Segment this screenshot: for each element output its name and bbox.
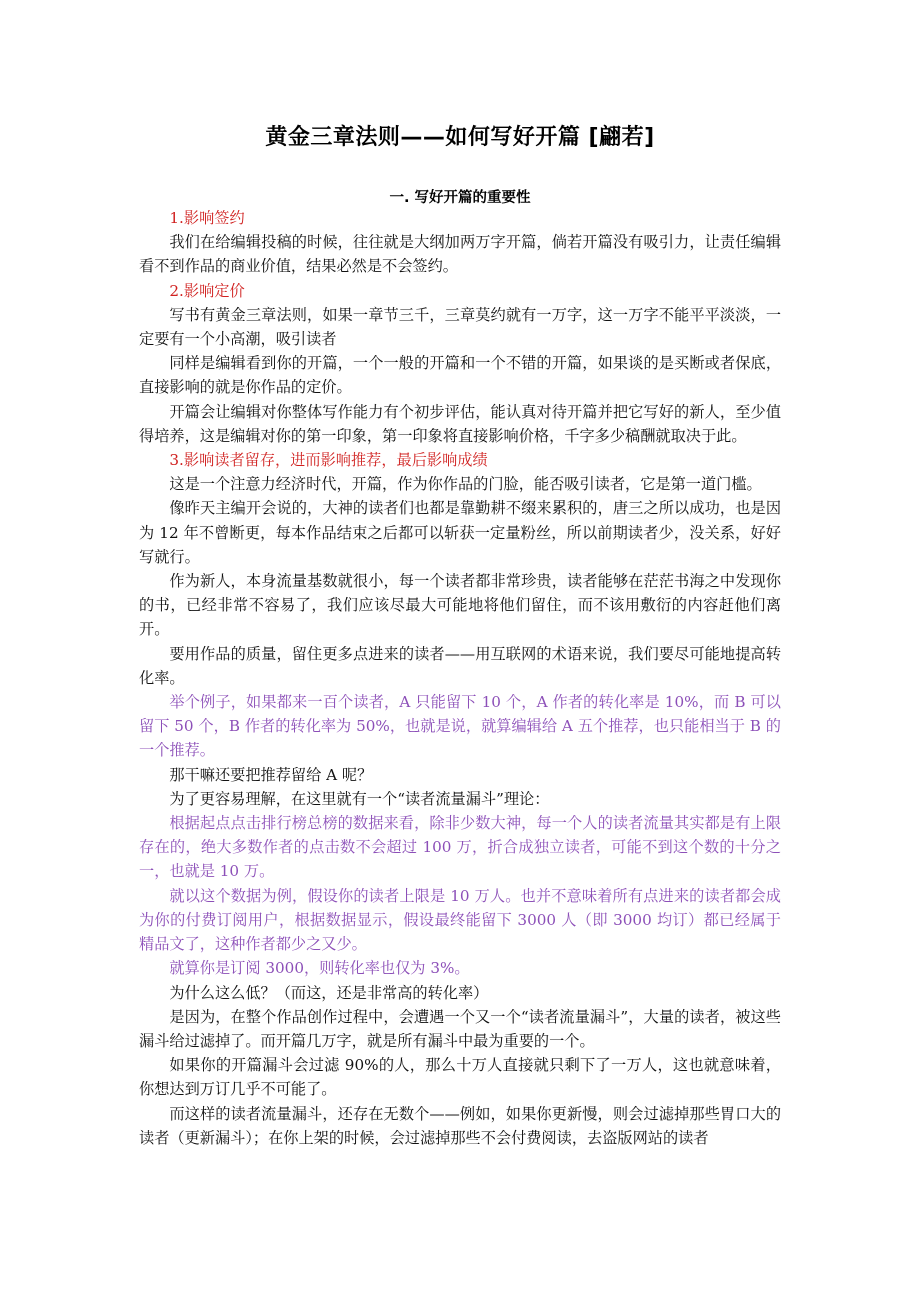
example-paragraph: 举个例子，如果都来一百个读者，A 只能留下 10 个，A 作者的转化率是 10%，而 B 可以留下 50 个，B 作者的转化率为 50%，也就是说，就算编辑给 A 五个推荐，也只能相当于 B 的一个推荐。 — [139, 693, 781, 760]
paragraph: 这是一个注意力经济时代，开篇，作为你作品的门脸，能否吸引读者，它是第一道门槛。 — [169, 475, 762, 494]
subheading-retention: 3.影响读者留存，进而影响推荐，最后影响成绩 — [169, 451, 488, 470]
paragraph: 为了更容易理解，在这里就有一个“读者流量漏斗”理论： — [169, 789, 550, 808]
document-body — [139, 206, 781, 1150]
paragraph: 那干嘛还要把推荐留给 A 呢？ — [169, 765, 373, 784]
paragraph: 像昨天主编开会说的，大神的读者们也都是靠勤耕不缀来累积的，唐三之所以成功，也是因为 12 年不曾断更，每本作品结束之后都可以斩获一定量粉丝，所以前期读者少，没关系，好好写就行。 — [139, 499, 781, 566]
paragraph: 为什么这么低？（而这，还是非常高的转化率） — [169, 983, 489, 1002]
subheading-signing: 1.影响签约 — [169, 209, 245, 227]
paragraph: 写书有黄金三章法则，如果一章节三千，三章莫约就有一万字，这一万字不能平平淡淡，一定要有一个小高潮，吸引读者 — [139, 305, 781, 349]
example-paragraph: 根据起点点击排行榜总榜的数据来看，除非少数大神，每一个人的读者流量其实都是有上限存在的，绝大多数作者的点击数不会超过 100 万，折合成独立读者，可能不到这个数的十分之一，也就是 10 万。 — [139, 814, 781, 881]
paragraph: 同样是编辑看到你的开篇，一个一般的开篇和一个不错的开篇，如果谈的是买断或者保底，直接影响的就是你作品的定价。 — [139, 354, 781, 397]
paragraph: 开篇会让编辑对你整体写作能力有个初步评估，能认真对待开篇并把它写好的新人，至少值得培养，这是编辑对你的第一印象，第一印象将直接影响价格，千字多少稿酬就取决于此。 — [139, 402, 781, 445]
document-title: 黄金三章法则——如何写好开篇 [翩若] — [265, 125, 655, 150]
paragraph: 作为新人，本身流量基数就很小，每一个读者都非常珍贵，读者能够在茫茫书海之中发现你的书，已经非常不容易了，我们应该尽最大可能地将他们留住，而不该用敷衍的内容赶他们离开。 — [139, 572, 781, 639]
paragraph: 要用作品的质量，留住更多点进来的读者——用互联网的术语来说，我们要尽可能地提高转化率。 — [139, 644, 781, 687]
paragraph: 而这样的读者流量漏斗，还存在无数个——例如，如果你更新慢，则会过滤掉那些胃口大的读者（更新漏斗）；在你上架的时候，会过滤掉那些不会付费阅读，去盗版网站的读者 — [139, 1104, 781, 1147]
example-paragraph: 就以这个数据为例，假设你的读者上限是 10 万人。也并不意味着所有点进来的读者都会成为你的付费订阅用户，根据数据显示，假设最终能留下 3000 人（即 3000 均订）都已经属于精品文了，这种作者都少之又少。 — [139, 886, 781, 954]
paragraph: 如果你的开篇漏斗会过滤 90%的人，那么十万人直接就只剩下了一万人，这也就意味着，你想达到万订几乎不可能了。 — [139, 1056, 781, 1099]
example-paragraph: 就算你是订阅 3000，则转化率也仅为 3%。 — [169, 959, 470, 978]
section-heading: 一. 写好开篇的重要性 — [389, 190, 531, 206]
paragraph: 我们在给编辑投稿的时候，往往就是大纲加两万字开篇，倘若开篇没有吸引力，让责任编辑看不到作品的商业价值，结果必然是不会签约。 — [139, 233, 781, 276]
subheading-pricing: 2.影响定价 — [169, 281, 245, 300]
paragraph: 是因为，在整个作品创作过程中，会遭遇一个又一个“读者流量漏斗”，大量的读者，被这些漏斗给过滤掉了。而开篇几万字，就是所有漏斗中最为重要的一个。 — [139, 1007, 781, 1050]
